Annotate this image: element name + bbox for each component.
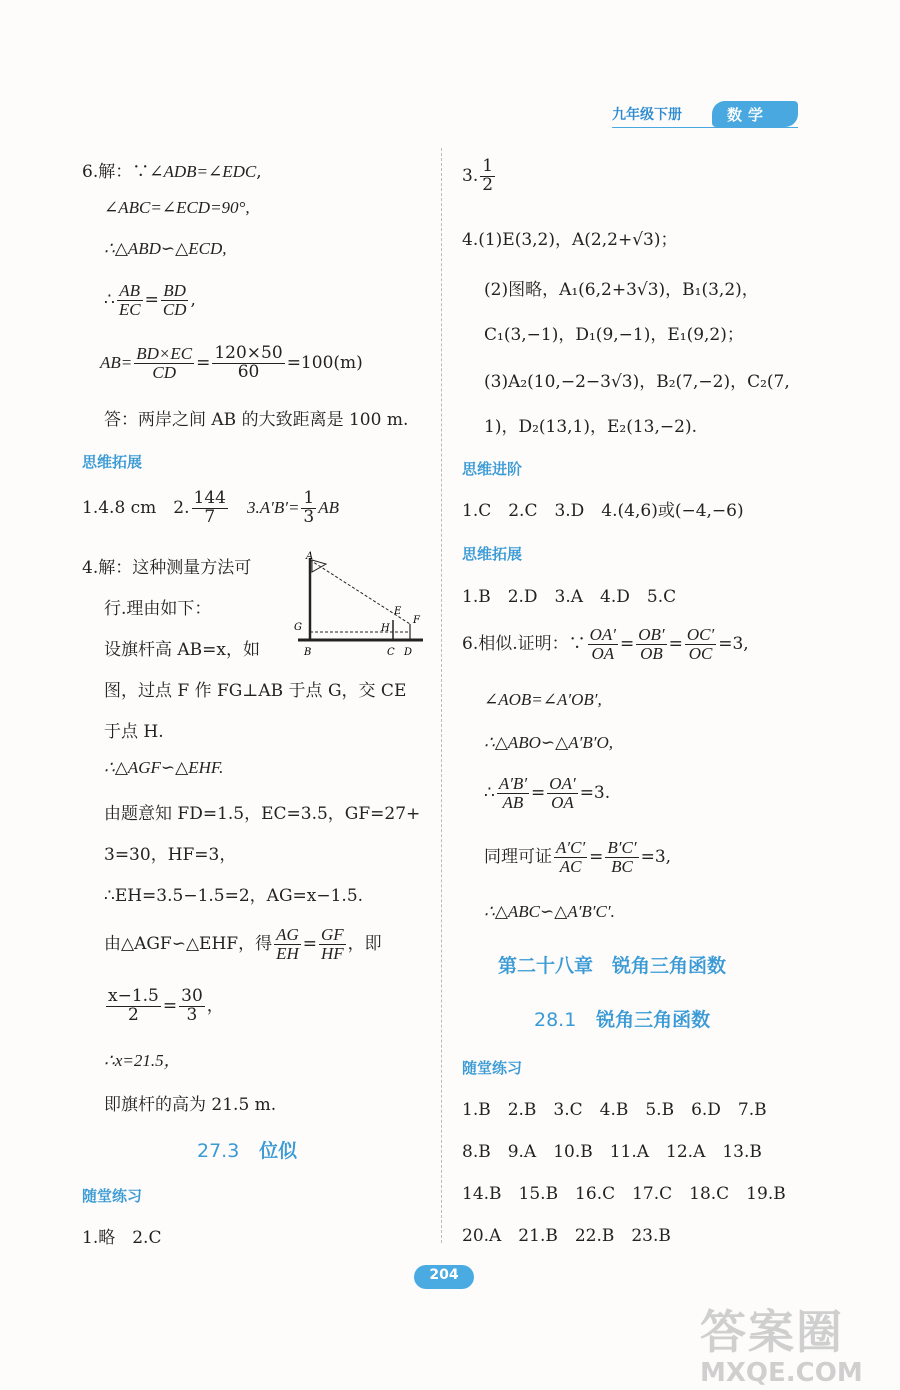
header-grade: 九年级下册 bbox=[612, 107, 682, 123]
r-q6-line4: ∴ $\frac{A'B'}{AB}$ = $\frac{OA'}{OA}$ =3. bbox=[484, 774, 611, 812]
numerator: GF bbox=[321, 925, 344, 944]
fraction-bd-cd bbox=[161, 282, 189, 319]
numerator: 30 bbox=[181, 986, 203, 1006]
ext-c: AB bbox=[318, 497, 340, 517]
denominator: OA bbox=[551, 792, 574, 812]
denominator: EC bbox=[118, 299, 141, 319]
label-b: B bbox=[304, 647, 312, 658]
fraction-oa2 bbox=[547, 775, 577, 812]
fraction-120x50-60 bbox=[212, 345, 284, 382]
r-q4-line3: C₁(3,−1)，D₁(9,−1)，E₁(9,2)； bbox=[484, 325, 744, 345]
denominator: 2 bbox=[128, 1004, 139, 1025]
ext-a: 1.4.8 cm 2. bbox=[82, 497, 190, 518]
denominator: OC bbox=[688, 643, 713, 663]
label-e: E bbox=[394, 606, 402, 617]
q6-suffix: =3, bbox=[718, 633, 749, 654]
r-q4-line1: 4.(1)E(3,2)，A(2,2+√3)； bbox=[462, 230, 678, 250]
denominator: 7 bbox=[204, 506, 216, 527]
q6-prefix: 6.相似.证明：∵ bbox=[462, 633, 586, 654]
section-title: 锐角三角函数 bbox=[596, 1009, 711, 1031]
numerator: 1 bbox=[303, 488, 315, 508]
advance-answers: 1.C 2.C 3.D 4.(4,6)或(−4,−6) bbox=[462, 501, 744, 521]
numerator: BD bbox=[161, 282, 189, 301]
numerator: AG bbox=[276, 925, 299, 944]
q6-l4-suffix: =3. bbox=[579, 782, 611, 803]
denominator: OA bbox=[591, 643, 615, 663]
fraction-gf-hf bbox=[319, 926, 346, 963]
numerator: x−1.5 bbox=[108, 986, 159, 1006]
q6-l1-prefix: 6.解：∵ bbox=[82, 162, 150, 182]
q6-l1-math: ∠ADB=∠EDC bbox=[149, 162, 257, 181]
fraction-ag-eh bbox=[274, 926, 301, 963]
lhs: AB= bbox=[100, 352, 133, 372]
chapter-28-title: 第二十八章 锐角三角函数 bbox=[498, 955, 727, 977]
r-q4-line4: (3)A₂(10,−2−3√3)，B₂(7,−2)，C₂(7, bbox=[484, 372, 790, 392]
numerator: BD×EC bbox=[136, 344, 193, 363]
section-28-1 bbox=[534, 1005, 710, 1032]
denominator: CD bbox=[152, 362, 176, 382]
q6-line3: ∴△ABD∽△ECD, bbox=[104, 239, 227, 258]
label-g: G bbox=[294, 622, 302, 633]
numerator: 1 bbox=[482, 156, 494, 176]
rhs: =100(m) bbox=[286, 352, 363, 373]
r-q4-line5: 1)，D₂(13,1)，E₂(13,−2). bbox=[484, 417, 697, 437]
numerator: A′B′ bbox=[498, 774, 528, 793]
heading-thinking-extension: 思维拓展 bbox=[82, 453, 143, 471]
numerator: 144 bbox=[193, 488, 226, 508]
q4-line9: ∴EH=3.5−1.5=2，AG=x−1.5. bbox=[104, 886, 364, 906]
q6-l5-suffix: =3, bbox=[640, 846, 672, 867]
practice-row-4: 20.A 21.B 22.B 23.B bbox=[462, 1226, 671, 1246]
denominator: 60 bbox=[237, 361, 260, 382]
heading-practice-right: 随堂练习 bbox=[462, 1059, 523, 1077]
label-d: D bbox=[404, 647, 413, 658]
practice-row-1: 1.B 2.B 3.C 4.B 5.B 6.D 7.B bbox=[462, 1100, 767, 1120]
r-q6-line5: 同理可证 $\frac{A'C'}{AC}$ = $\frac{B'C'}{BC}$ =3, bbox=[484, 838, 672, 876]
ext-b: 3.A′B′= bbox=[229, 497, 300, 517]
q4-line8: 3=30，HF=3， bbox=[104, 845, 237, 865]
q6-line2: ∠ABC=∠ECD=90°, bbox=[104, 198, 250, 217]
q4-line4: 图，过点 F 作 FG⊥AB 于点 G，交 CE bbox=[104, 681, 407, 701]
practice-row-2: 8.B 9.A 10.B 11.A 12.A 13.B bbox=[462, 1142, 762, 1162]
practice-row-3: 14.B 15.B 16.C 17.C 18.C 19.B bbox=[462, 1184, 786, 1204]
heading-thinking-extension-right: 思维拓展 bbox=[462, 545, 523, 563]
section-number: 28.1 bbox=[534, 1009, 577, 1031]
fraction-ab bbox=[497, 775, 529, 812]
q6-line1: 6.解：∵∠ADB=∠EDC, bbox=[82, 162, 262, 182]
q4-line11: $\frac{x-1.5}{2}$ = $\frac{30}{3}$ ， bbox=[108, 986, 224, 1025]
numerator: B′C′ bbox=[607, 838, 637, 857]
denominator: BC bbox=[611, 856, 633, 876]
watermark-url: MXQE.COM bbox=[700, 1358, 863, 1388]
numerator: 120×50 bbox=[214, 343, 283, 363]
q4-line3: 设旗杆高 AB=x，如 bbox=[104, 640, 261, 660]
l10-suffix: ，即 bbox=[347, 933, 382, 954]
flagpole-diagram bbox=[288, 550, 428, 660]
label-c: C bbox=[387, 647, 395, 658]
section-27-3 bbox=[197, 1136, 297, 1163]
heading-practice-left: 随堂练习 bbox=[82, 1187, 143, 1205]
extension-answers-right: 1.B 2.D 3.A 4.D 5.C bbox=[462, 587, 677, 607]
denominator: HF bbox=[321, 943, 344, 963]
therefore: ∴ bbox=[484, 782, 495, 803]
l10-text: 由△AGF∽△EHF，得 bbox=[104, 933, 273, 954]
denominator: 3 bbox=[303, 506, 315, 527]
header-subject: 数学 bbox=[727, 106, 770, 124]
denominator: 3 bbox=[186, 1004, 198, 1025]
numerator: AB bbox=[117, 282, 143, 301]
q4-line12: ∴x=21.5， bbox=[104, 1051, 181, 1070]
r-q6-line2: ∠AOB=∠A′OB′, bbox=[484, 690, 602, 709]
denominator: 2 bbox=[482, 174, 494, 195]
r-q6-line6: ∴△ABC∽△A′B′C′. bbox=[484, 902, 615, 921]
numerator: OA′ bbox=[549, 774, 576, 793]
fraction-30-3 bbox=[179, 988, 205, 1025]
therefore: ∴ bbox=[104, 289, 115, 310]
similarly-prove: 同理可证 bbox=[484, 846, 552, 867]
heading-thinking-advance: 思维进阶 bbox=[462, 460, 523, 478]
header-underline bbox=[612, 127, 798, 128]
numerator: OC′ bbox=[686, 625, 715, 644]
label-f: F bbox=[413, 615, 420, 626]
q6-line5: AB= $\frac{BD\times EC}{CD}$ = $\frac{120\times 50}{60}$ =100(m) bbox=[100, 343, 363, 382]
denominator: EH bbox=[276, 943, 299, 963]
numerator: OA′ bbox=[589, 625, 617, 644]
fraction-144-7 bbox=[192, 490, 228, 527]
page-number: 204 bbox=[429, 1267, 459, 1283]
fraction-bc bbox=[605, 839, 638, 876]
fraction-1-2 bbox=[480, 158, 495, 195]
numerator: OB′ bbox=[638, 625, 665, 644]
fraction-bdec-cd bbox=[134, 345, 194, 382]
practice-answers-left: 1.略 2.C bbox=[82, 1228, 162, 1248]
equals: = bbox=[144, 289, 159, 310]
q4-line6: ∴△AGF∽△EHF. bbox=[104, 758, 224, 777]
q3-prefix: 3. bbox=[462, 165, 479, 186]
watermark-text: 答案圈 bbox=[700, 1305, 844, 1359]
label-a: A bbox=[306, 551, 314, 562]
column-divider bbox=[441, 148, 442, 1243]
q4-line7: 由题意知 FD=1.5，EC=3.5，GF=27+ bbox=[104, 804, 421, 824]
q6-line4: ∴ $\frac{AB}{EC}$ = $\frac{BD}{CD}$ , bbox=[104, 281, 196, 319]
l11-suffix: ， bbox=[206, 995, 224, 1016]
fraction-ac bbox=[554, 839, 587, 876]
section-number: 27.3 bbox=[197, 1140, 240, 1162]
r-q6-line3: ∴△ABO∽△A′B′O, bbox=[484, 733, 613, 752]
fraction-x-1.5-2 bbox=[106, 988, 161, 1025]
extension-answers bbox=[82, 490, 339, 527]
denominator: OB bbox=[640, 643, 663, 663]
numerator: A′C′ bbox=[556, 838, 586, 857]
fraction-oc bbox=[685, 626, 716, 663]
fraction-1-3 bbox=[301, 490, 316, 527]
q4-line1: 4.解：这种测量方法可 bbox=[82, 558, 252, 578]
q4-line10: 由△AGF∽△EHF，得 $\frac{AG}{EH}$ = $\frac{GF}{HF}$ ，即 bbox=[104, 925, 382, 963]
q4-line13: 即旗杆的高为 21.5 m. bbox=[104, 1095, 277, 1115]
section-title: 位似 bbox=[259, 1140, 298, 1162]
denominator: AC bbox=[559, 856, 582, 876]
fraction-oa bbox=[588, 626, 618, 663]
r-q6-line1: 6.相似.证明：∵ $\frac{OA'}{OA}$ = $\frac{OB'}{OB}$ = $\frac{OC'}{OC}$ =3, bbox=[462, 625, 749, 663]
r-q4-line2: (2)图略，A₁(6,2+3√3)，B₁(3,2)， bbox=[484, 280, 759, 300]
label-h: H bbox=[381, 623, 390, 634]
fraction-ob bbox=[636, 626, 666, 663]
q4-line5: 于点 H. bbox=[104, 722, 164, 742]
watermark-logo bbox=[700, 1296, 863, 1388]
r-q3 bbox=[462, 158, 497, 195]
fraction-ab-ec bbox=[117, 282, 143, 319]
q6-answer: 答：两岸之间 AB 的大致距离是 100 m. bbox=[104, 410, 409, 430]
denominator: AB bbox=[502, 792, 524, 812]
denominator: CD bbox=[162, 299, 187, 319]
q4-line2: 行.理由如下： bbox=[104, 599, 212, 619]
